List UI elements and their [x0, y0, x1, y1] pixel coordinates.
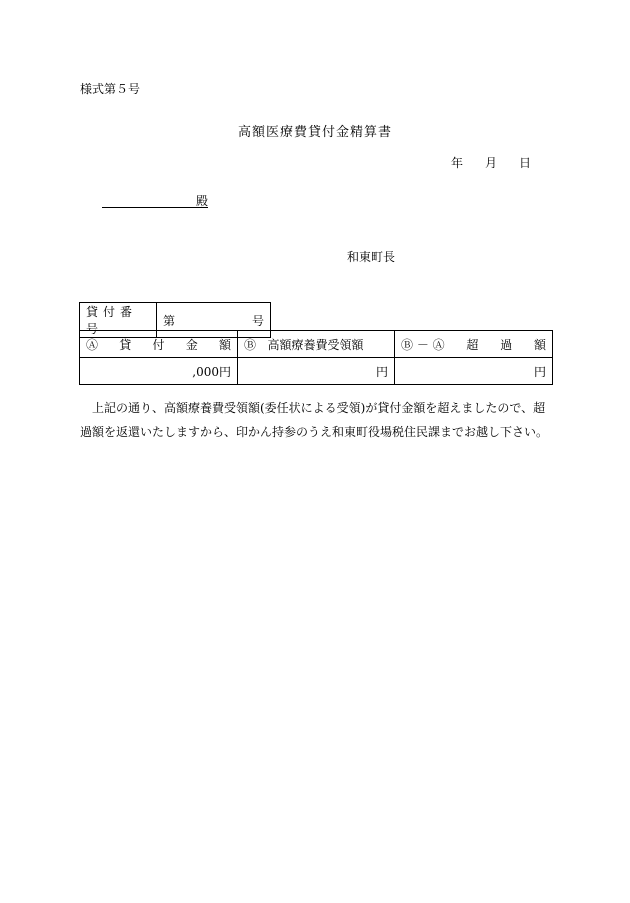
- year-label: 年: [451, 156, 464, 170]
- header-a-char: 貸: [119, 337, 132, 352]
- document-title: 高額医療費貸付金精算書: [237, 125, 392, 140]
- amount-table: [79, 330, 553, 385]
- header-a-mark: Ⓐ: [86, 337, 99, 352]
- received-amount-value: 円: [238, 358, 395, 385]
- loan-amount-value: ,000円: [80, 358, 238, 385]
- date-line: [451, 154, 531, 171]
- table-row: [80, 358, 553, 385]
- loan-number-label: 貸付番号: [80, 303, 157, 338]
- month-label: 月: [485, 156, 498, 170]
- header-a-char: 金: [185, 337, 198, 352]
- header-loan-amount: [80, 331, 238, 358]
- header-diff-char: 過: [500, 337, 513, 352]
- loan-number-suffix: 号: [251, 313, 264, 328]
- header-b-mark: Ⓑ: [244, 337, 257, 352]
- header-diff-char: 超: [466, 337, 479, 352]
- header-diff-mark: Ⓑ － Ⓐ: [401, 337, 445, 352]
- day-label: 日: [519, 156, 532, 170]
- header-a-char: 付: [152, 337, 165, 352]
- notice-text: 上記の通り、高額療養費受領額(委任状による受領)が貸付金額を超えましたので、超過額を返還いたしますから、印かん持参のうえ和東町役場税住民課までお越し下さい。: [80, 401, 549, 439]
- table-header-row: [80, 331, 553, 358]
- loan-number-prefix: 第: [163, 313, 176, 328]
- form-number: 様式第５号: [80, 82, 141, 96]
- header-a-char: 額: [218, 337, 231, 352]
- header-diff-char: 額: [533, 337, 546, 352]
- header-excess-amount: [395, 331, 553, 358]
- recipient-blank: [102, 193, 208, 208]
- excess-amount-value: 円: [395, 358, 553, 385]
- issuer: 和東町長: [347, 250, 396, 264]
- header-received-amount: [238, 331, 395, 358]
- header-b-label: 高額療養費受領額: [267, 337, 364, 352]
- recipient-suffix: 殿: [195, 194, 208, 208]
